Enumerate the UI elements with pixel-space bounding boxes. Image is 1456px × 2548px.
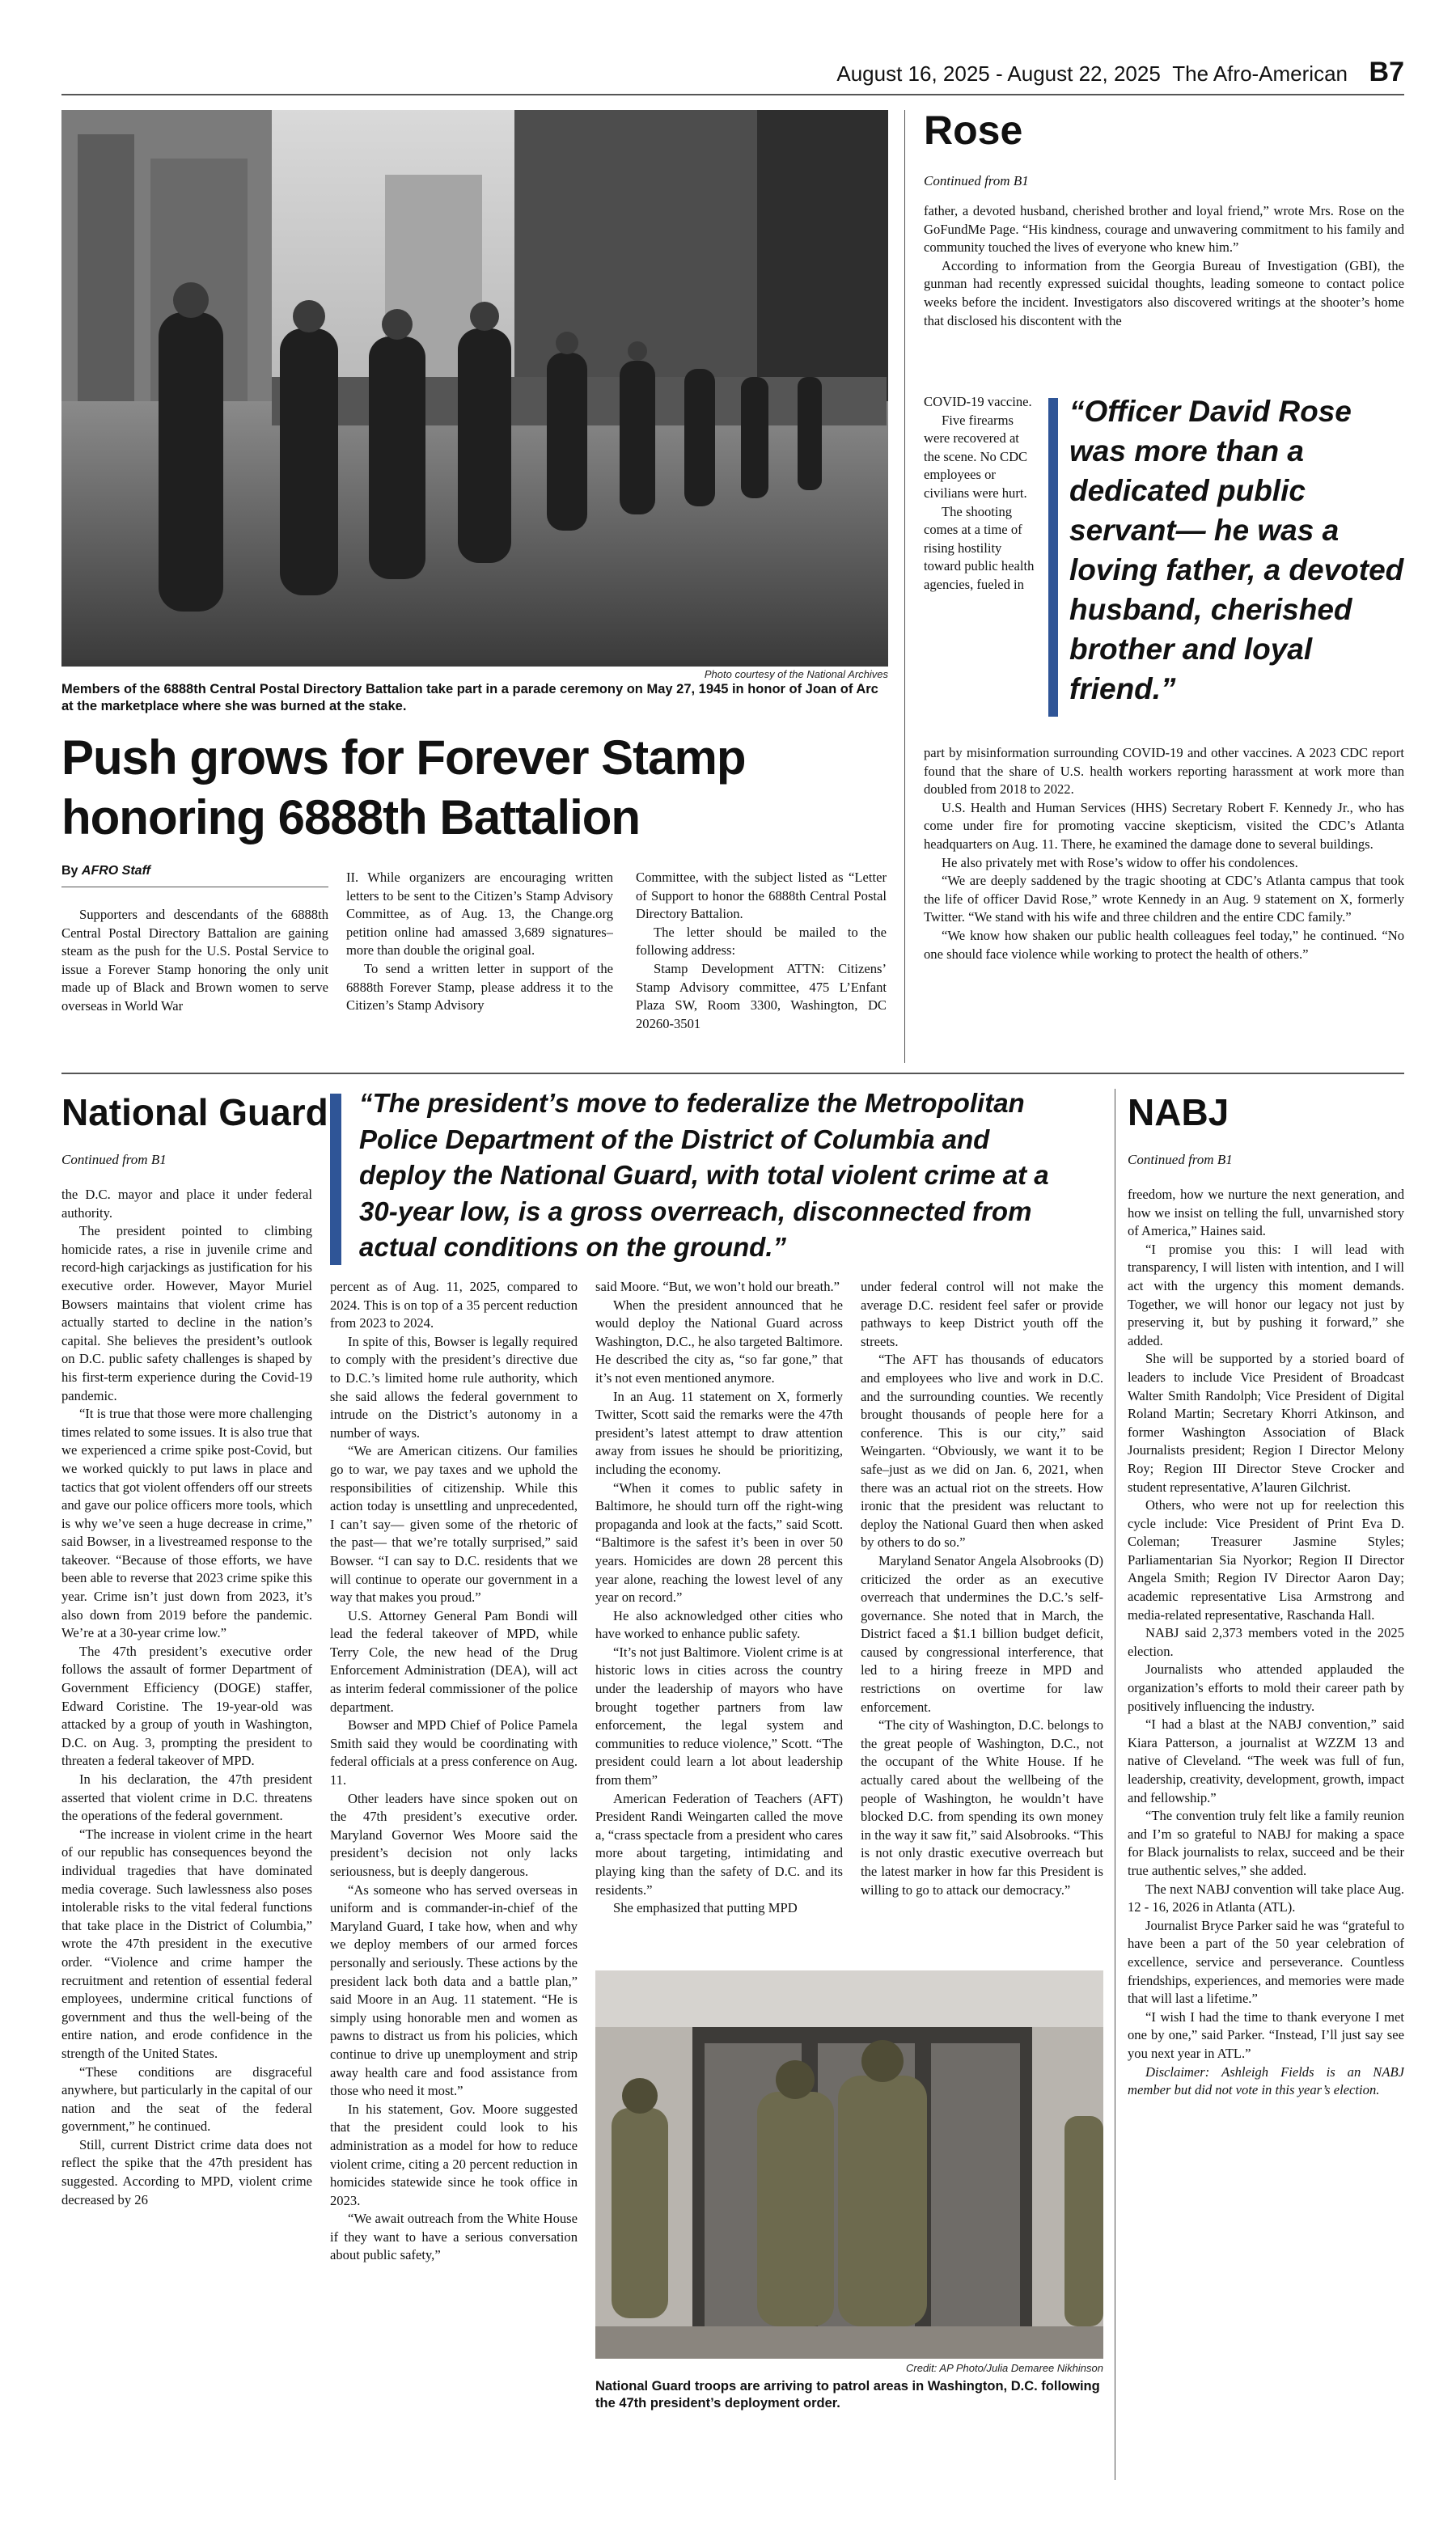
ng-col1-p4: The 47th president’s executive order follows the assault of former Department of Government Efficiency (DOGE) staffer, Edward Coristine. The 19-year-old was attacked by a group of youth in Washington, D.C. on Aug. 3, prompting the president to threaten a federal takeover of MPD. — [61, 1643, 312, 1769]
ng-col1-p3: “It is true that those were more challenging times related to some issues. It is also true that we experienced a crime spike post-Covid, but we worked quickly to put laws in place and tactics that got violent offenders off our streets and gave our police officers more tools, which is why we’ve seen a huge decrease in crime,” said Bowser, in a livestreamed response to the takeover. “Because of those efforts, we have been able to reverse that 2023 crime spike this year. Crime isn’t just down from 2023, it’s also down from 2019 before the pandemic. We’re at a 30-year crime low.” — [61, 1406, 312, 1641]
nabj-p4: Others, who were not up for reelection this cycle include: Vice President of Print Eva D. Coleman; Treasurer Jasmine Styles; Parliamentarian Sia Nyorkor; Region II Director Angela Smith; Region IV Director Aaron Day; academic representative Lisa Armstrong and media-related representative, Raschanda Hall. — [1128, 1497, 1404, 1623]
rose-bottom-text — [924, 744, 1404, 1060]
ng-pull-quote: “The president’s move to federalize the Metropolitan Police Department of the District of Columbia and deploy the National Guard, with total violent crime at a 30-year low, is a gross overreach, disconnected from actual conditions on the ground.” — [359, 1088, 1049, 1262]
ng-col2-p1: percent as of Aug. 11, 2025, compared to 2024. This is on top of a 35 percent reduction from 2023 to 2024. — [330, 1279, 578, 1331]
ng-col4-p2: “The AFT has thousands of educators and employees who live and work in D.C. and the surrounding counties. We recently brought thousands of people here for a conference. This is our city,” said Weingarten. “Obviously, we want it to be safe–just as we did on Jan. 6, 2021, when there was an actual riot on the streets. How ironic that the president was reluctant to deploy the National Guard then when asked by others to do so.” — [861, 1352, 1103, 1551]
ng-col3-p8: She emphasized that putting MPD — [613, 1900, 798, 1916]
nabj-title: NABJ — [1128, 1091, 1230, 1133]
nabj-p8: “The convention truly felt like a family reunion and I’m so grateful to NABJ for making a space for Black journalists to relax, succeed and be their true authentic selves,” she added. — [1128, 1808, 1404, 1878]
rose-narrow-p2: Five firearms were recovered at the scene. No CDC employees or civilians were hurt. — [924, 412, 1028, 501]
national-guard-continued: Continued from B1 — [61, 1152, 167, 1167]
stamp-col2-p2: To send a written letter in support of the 6888th Forever Stamp, please address it to the Citizen’s Stamp Advisory — [346, 960, 613, 1014]
nabj-p11: “I wish I had the time to thank everyone I met one by one,” said Parker. “Instead, I’ll just say see you next year in ATL.” — [1128, 2008, 1404, 2061]
ng-col2-p6: Other leaders have since spoken out on the 47th president’s executive order. Maryland Governor Wes Moore said the president’s decision not only lacks seriousness, but is deeply dangerous. — [330, 1790, 578, 1879]
national-guard-photo — [595, 1970, 1103, 2359]
ng-column-4 — [861, 1278, 1103, 1959]
header-dateline — [836, 61, 1348, 87]
ng-photo-credit: Credit: AP Photo/Julia Demaree Nikhinson — [906, 2362, 1103, 2374]
ng-col2-p2: In spite of this, Bowser is legally required to comply with the president’s directive due to D.C.’s limited home rule authority, which she said allows the federal government to intrude on the District’s autonomy in a number of ways. — [330, 1333, 578, 1441]
ng-col2-p8: In his statement, Gov. Moore suggested that the president could look to his administration as a model for how to reduce violent crime, citing a 20 percent reduction in homicides statewide since he took office in 2023. — [330, 2101, 578, 2208]
header-rule — [61, 94, 1404, 95]
archive-photo-caption: Members of the 6888th Central Postal Directory Battalion take part in a parade ceremony on May 27, 1945 in honor of Joan of Arc at the marketplace where she was burned at the stake. — [61, 682, 878, 713]
ng-col2-p7: “As someone who has served overseas in uniform and is commander-in-chief of the Maryland Guard, I take how, when and why we deploy members of our armed forces personally and seriously. These actions by the president lack both data and a battle plan,” said Moore in an Aug. 11 statement. “He is simply using honorable men and women as pawns to distract us from his policies, which continue to drive up unemployment and strip away health care and food assistance from those who need it most.” — [330, 1881, 578, 2099]
rose-title: Rose — [924, 108, 1023, 153]
stamp-col1-p1: Supporters and descendants of the 6888th Central Postal Directory Battalion are gaining steam as the push for the U.S. Postal Service to issue a Forever Stamp honoring the only unit made up of Black and Brown women to serve overseas in World War — [61, 907, 328, 1014]
stamp-column-2 — [346, 869, 613, 1060]
stamp-column-1 — [61, 906, 328, 1060]
ng-pull-quote-bar — [330, 1094, 341, 1265]
nabj-p9: The next NABJ convention will take place Aug. 12 - 16, 2026 in Atlanta (ATL). — [1128, 1881, 1404, 1915]
header-publication: The Afro-American — [1172, 61, 1348, 86]
stamp-col3-p3: Stamp Development ATTN: Citizens’ Stamp Advisory committee, 475 L’Enfant Plaza SW, Room 3300, Washington, DC 20260-3501 — [636, 960, 887, 1031]
ng-column-3 — [595, 1278, 843, 1959]
stamp-headline — [61, 728, 895, 848]
ng-col3-p5: He also acknowledged other cities who have worked to enhance public safety. — [595, 1607, 843, 1642]
ng-col3-p3: In an Aug. 11 statement on X, formerly Twitter, Scott said the remarks were the 47th president’s latest attempt to draw attention away from issues he should be prioritizing, including the economy. — [595, 1388, 843, 1477]
ng-col1-p7: “These conditions are disgraceful anywhere, but particularly in the capital of our nation and the seat of the federal government,” he continued. — [61, 2063, 312, 2135]
nabj-p5: NABJ said 2,373 members voted in the 2025 election. — [1128, 1625, 1404, 1659]
rose-bottom-p1: part by misinformation surrounding COVID-19 and other vaccines. A 2023 CDC report found that the share of U.S. health workers reporting harassment at work more than doubled from 2018 to 2022. — [924, 745, 1404, 798]
ng-col4-p1: under federal control will not make the average D.C. resident feel safer or provide pathways to keep District youth off the streets. — [861, 1279, 1103, 1349]
nabj-continued: Continued from B1 — [1128, 1152, 1233, 1167]
ng-col1-p1: the D.C. mayor and place it under federal authority. — [61, 1187, 312, 1221]
rose-narrow-p1: COVID-19 vaccine. — [924, 394, 1032, 409]
ng-col3-p2: When the president announced that he would deploy the National Guard across Washington, D.C., he also targeted Baltimore. He described the city as, “so far gone,” that it’s not even mentioned anymore. — [595, 1297, 843, 1386]
rose-top-p1: father, a devoted husband, cherished brother and loyal friend,” wrote Mrs. Rose on the GoFundMe Page. “His kindness, courage and unwavering commitment to his family and community touched the lives of everyone who knew him.” — [924, 203, 1404, 256]
national-guard-title: National Guard — [61, 1091, 328, 1133]
ng-col1-p6: “The increase in violent crime in the heart of our republic has consequences beyond the individual tragedies that have dominated media coverage. Such lawlessness also poses intolerable risks to the vital federal functions that take place in the District of Columbia,” wrote the 47th president in the executive order. “Violence and crime hamper the recruitment and retention of essential federal employees, undermine critical functions of government and thus the well-being of the entire nation, and erode confidence in the strength of the United States. — [61, 1826, 312, 2061]
ng-col2-p5: Bowser and MPD Chief of Police Pamela Smith said they would be coordinating with federal officials at a press conference on Aug. 11. — [330, 1717, 578, 1788]
nabj-p1: freedom, how we nurture the next generation, and how we insist on telling the full, unvarnished story of America,” Haines said. — [1128, 1187, 1404, 1239]
stamp-col3-p1: Committee, with the subject listed as “Letter of Support to honor the 6888th Central Postal Directory Battalion. — [636, 870, 887, 922]
header-date-range: August 16, 2025 - August 22, 2025 — [836, 61, 1161, 86]
nabj-p2: “I promise you this: I will lead with transparency, I will listen with intention, and I will act with the urgency this moment demands. Together, we will honor our legacy not just by preserving it, but by pushing it forward,” she added. — [1128, 1241, 1404, 1348]
stamp-col3-p2: The letter should be mailed to the following address: — [636, 924, 887, 959]
byline-prefix: By — [61, 864, 78, 878]
ng-column-1 — [61, 1186, 312, 2480]
ng-col3-p6: “It’s not just Baltimore. Violent crime is at historic lows in cities across the country under the leadership of mayors who have brought together partners from law enforcement, the legal system and communities to reduce violence,” Scott. “The president could learn a lot about leadership from them” — [595, 1644, 843, 1788]
nabj-column — [1128, 1186, 1404, 2480]
page-header — [61, 57, 1404, 91]
stamp-byline — [61, 864, 150, 878]
stamp-col2-p1: II. While organizers are encouraging written letters to be sent to the Citizen’s Stamp Advisory Committee, as of Aug. 13, the Change.org petition online had amassed 3,689 signatures– more than double the original goal. — [346, 870, 613, 959]
nabj-p3: She will be supported by a storied board of leaders to include Vice President of Broadcast Walter Smith Randolph; Vice President of Digital Roland Martin; Secretary Khorri Atkinson, and former Washington Association of Black Journalists president; Region I Director Melony Roy; Region III Director Steve Crocker and student representative, A’lauren Gilchrist. — [1128, 1351, 1404, 1495]
nabj-p10: Journalist Bryce Parker said he was “grateful to have been a part of the 50 year celebration of excellence, service and perseverance. Countless friendships, experiences, and memories were made that will last a lifetime.” — [1128, 1917, 1404, 2007]
ng-col2-p3: “We are American citizens. Our families go to war, we pay taxes and we uphold the responsibilities of citizenship. While this action today is unsettling and unprecedented, I can’t say— given some of the rhetoric of the past— that we’re totally surprised,” said Bowser. “I can say to D.C. residents that we will continue to operate our government in a way that makes you proud.” — [330, 1443, 578, 1606]
ng-col1-p5: In his declaration, the 47th president asserted that violent crime in D.C. threatens the operations of the federal government. — [61, 1771, 312, 1824]
stamp-headline-line1: Push grows for Forever Stamp — [61, 730, 746, 785]
rose-bottom-p2: U.S. Health and Human Services (HHS) Secretary Robert F. Kennedy Jr., who has come under fire for promoting vaccine skepticism, visited the CDC’s Atlanta headquarters on Aug. 11. There, he examined the damage done to several buildings. — [924, 799, 1404, 852]
rose-continued: Continued from B1 — [924, 173, 1029, 188]
archive-photo-credit: Photo courtesy of the National Archives — [704, 668, 888, 680]
ng-col2-p4: U.S. Attorney General Pam Bondi will lead the federal takeover of MPD, while Terry Cole, the new head of the Drug Enforcement Administration (DEA), will act as interim federal commissioner of the police department. — [330, 1607, 578, 1715]
rose-narrow-text — [924, 393, 1035, 743]
ng-col1-p8: Still, current District crime data does not reflect the spike that the 47th president has suggested. According to MPD, violent crime decreased by 26 — [61, 2136, 312, 2207]
nabj-p7: “I had a blast at the NABJ convention,” said Kiara Patterson, a journalist at WZZM 13 and native of Cleveland. “The week was full of fun, leadership, creativity, development, growth, impact and fellowship.” — [1128, 1716, 1404, 1805]
rose-pull-quote-bar — [1048, 398, 1058, 717]
ng-col4-p4: “The city of Washington, D.C. belongs to the great people of Washington, D.C., not the occupant of the White House. If he actually cared about the wellbeing of the people of Washington, he wouldn’t have blocked D.C. from spending its own money in the way it saw fit,” said Alsobrooks. “This is not only drastic executive overreach but the latest marker in how far this President is willing to go to attack our democracy.” — [861, 1717, 1103, 1898]
rose-bottom-p3: He also privately met with Rose’s widow to offer his condolences. — [942, 854, 1298, 870]
rose-narrow-p3: The shooting comes at a time of rising hostility toward public health agencies, fueled in — [924, 503, 1035, 592]
ng-col3-p4: “When it comes to public safety in Baltimore, he should turn off the right-wing propaganda and look at the facts,” said Scott. “Baltimore is the safest it’s been in over 50 years. Homicides are down 28 percent this year alone, reaching the lowest level of any year on record.” — [595, 1479, 843, 1606]
header-page-number: B7 — [1369, 57, 1404, 87]
archive-parade-photo — [61, 110, 888, 667]
ng-column-2 — [330, 1278, 578, 2480]
column-divider — [904, 110, 905, 1063]
ng-col3-p1: said Moore. “But, we won’t hold our breath.” — [595, 1279, 840, 1294]
ng-photo-caption: National Guard troops are arriving to patrol areas in Washington, D.C. following the 47th president’s deployment order. — [595, 2379, 1100, 2410]
ng-col1-p2: The president pointed to climbing homicide rates, a rise in juvenile crime and record-high carjackings as justification for his executive order. However, Mayor Muriel Bowsers maintains that violent crime has actually started to decline in the nation’s capital. She believes the president’s outlook on D.C. public safety challenges is shaped by his first-term experience during the Covid-19 pandemic. — [61, 1223, 312, 1403]
stamp-headline-line2: honoring 6888th Battalion — [61, 790, 641, 844]
section-divider — [61, 1073, 1404, 1074]
nabj-p6: Journalists who attended applauded the organization’s efforts to mold their career path by positively influencing the industry. — [1128, 1661, 1404, 1714]
stamp-column-3 — [636, 869, 887, 1060]
ng-col2-p9: “We await outreach from the White House if they want to have a serious conversation about public safety,” — [330, 2211, 578, 2263]
rose-bottom-p4: “We are deeply saddened by the tragic shooting at CDC’s Atlanta campus that took the life of officer David Rose,” wrote Kennedy in an Aug. 9 statement on X, formerly Twitter. “We stand with his wife and three children and the entire CDC family.” — [924, 873, 1404, 925]
ng-col4-p3: Maryland Senator Angela Alsobrooks (D) criticized the order as an executive overreach that undermines the D.C.’s self-governance. She noted that in March, the District faced a $1.1 billion budget deficit, caused by congressional interference, that led to a hiring freeze in MPD and restrictions on overtime for law enforcement. — [861, 1552, 1103, 1715]
rose-top-p2: According to information from the Georgia Bureau of Investigation (GBI), the gunman had recently expressed suicidal thoughts, leading someone to contact police weeks before the incident. Investigators also discovered writings at the shooter’s home that disclosed his discontent with the — [924, 257, 1404, 328]
rose-top-text — [924, 202, 1404, 393]
rose-pull-quote: “Officer David Rose was more than a dedicated public servant— he was a loving father, a devoted husband, cherished brother and loyal friend.” — [1069, 395, 1404, 705]
ng-col3-p7: American Federation of Teachers (AFT) President Randi Weingarten called the move a, “crass spectacle from a president who cares more about targeting, intimidating and playing king than the safety of D.C. and its residents.” — [595, 1790, 843, 1898]
byline-name: AFRO Staff — [81, 864, 150, 878]
nabj-disclaimer: Disclaimer: Ashleigh Fields is an NABJ member but did not vote in this year’s election. — [1128, 2063, 1404, 2098]
rose-bottom-p5: “We know how shaken our public health colleagues feel today,” he continued. “No one should face violence while working to protect the health of others.” — [924, 927, 1404, 962]
